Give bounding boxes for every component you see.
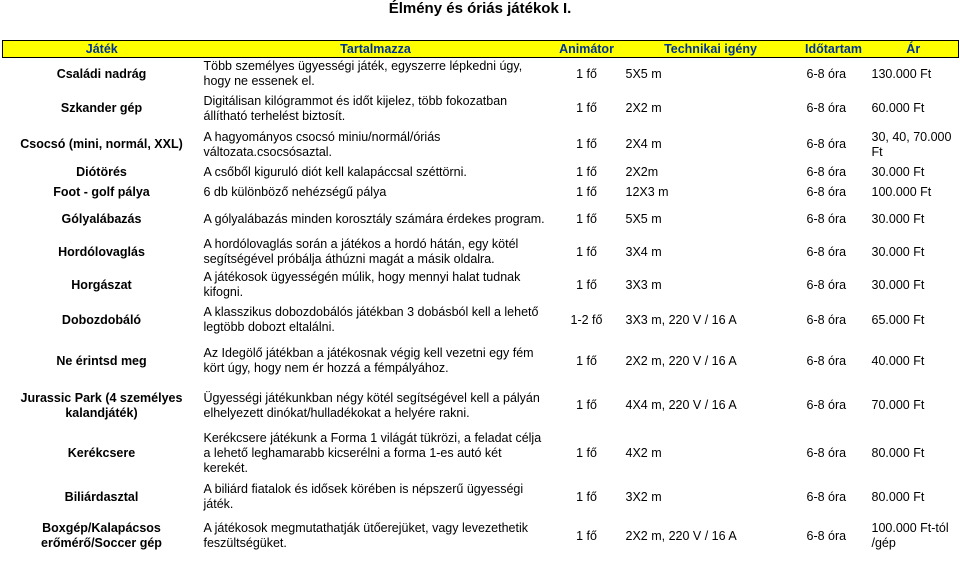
technical-requirement: 2X4 m [625,137,662,151]
table-row [3,127,959,163]
table-row [3,302,959,339]
header-idotartam: Időtartam [799,41,869,58]
duration: 6-8 óra [806,66,847,81]
table-header-row [3,41,959,58]
price: 60.000 Ft [871,101,925,115]
technical-requirement: 4X2 m [625,445,662,460]
price: 80.000 Ft [871,445,925,460]
page-title: Élmény és óriás játékok I. [388,0,572,17]
table-row [3,384,959,428]
game-name: Kerékcsere [67,445,136,460]
animator-count: 1 fő [576,66,597,81]
technical-requirement: 2X2 m, 220 V / 16 A [625,528,737,543]
duration: 6-8 óra [806,277,847,292]
game-name: Ne érintsd meg [56,353,147,368]
price: 30, 40, 70.000 Ft [871,129,952,159]
game-name: Jurassic Park (4 személyes kalandjáték) [20,390,183,420]
animator-count: 1-2 fő [570,312,603,327]
animator-count: 1 fő [576,277,597,292]
table-row [3,479,959,516]
technical-requirement: 4X4 m, 220 V / 16 A [625,398,737,412]
game-description: A klasszikus dobozdobálós játékban 3 dobásból kell a lehető legtöbb dobozt eltalálni. [203,305,539,334]
price: 40.000 Ft [871,353,925,368]
game-description: A biliárd fiatalok és idősek körében is népszerű ügyességi játék. [203,482,524,511]
duration: 6-8 óra [806,185,847,199]
table-row [3,58,959,91]
price: 70.000 Ft [871,398,925,412]
animator-count: 1 fő [576,185,597,199]
price: 30.000 Ft [871,165,925,179]
price-table [2,40,959,557]
technical-requirement: 5X5 m [625,211,662,226]
technical-requirement: 3X3 m [625,277,662,292]
animator-count: 1 fő [576,489,597,504]
technical-requirement: 2X2 m [625,101,662,115]
animator-count: 1 fő [576,528,597,543]
game-name: Hordólovaglás [58,244,145,259]
game-name: Családi nadrág [56,66,147,81]
table-row [3,428,959,479]
duration: 6-8 óra [806,312,847,327]
header-technikai-igeny: Technikai igény [623,41,799,58]
duration: 6-8 óra [806,211,847,226]
game-name: Dobozdobáló [61,312,142,327]
technical-requirement: 3X2 m [625,489,662,504]
game-description: A gólyalábazás minden korosztály számára érdekes program. [203,211,545,226]
game-description: A hordólovaglás során a játékos a hordó hátán, egy kötél segítségével próbálja áthúzni magát a másik oldalra. [203,237,519,266]
game-description: A játékosok ügyességén múlik, hogy mennyi halat tudnak kifogni. [203,270,521,299]
price: 80.000 Ft [871,489,925,504]
price: 65.000 Ft [871,312,925,327]
price: 100.000 Ft-tól /gép [871,521,949,550]
game-description: A játékosok megmutathatják ütőerejüket, vagy levezethetik feszültségüket. [203,521,528,550]
technical-requirement: 3X3 m, 220 V / 16 A [625,312,737,327]
game-description: 6 db különböző nehézségű pálya [203,185,387,199]
animator-count: 1 fő [576,101,597,115]
price: 30.000 Ft [871,244,925,259]
animator-count: 1 fő [576,137,597,151]
price: 30.000 Ft [871,277,925,292]
duration: 6-8 óra [806,165,847,179]
game-name: Diótörés [76,165,127,179]
game-name: Boxgép/Kalapácsos erőmérő/Soccer gép [41,521,162,550]
technical-requirement: 3X4 m [625,244,662,259]
game-description: Az Idegölő játékban a játékosnak végig kell vezetni egy fém kört úgy, hogy nem ér hozzá a fémpályához. [203,346,534,375]
table-row [3,269,959,302]
duration: 6-8 óra [806,137,847,151]
game-name: Szkander gép [60,101,143,115]
table-row [3,236,959,269]
game-name: Gólyalábazás [61,211,142,226]
game-name: Foot - golf pálya [53,185,150,199]
technical-requirement: 5X5 m [625,66,662,81]
price: 100.000 Ft [871,185,932,199]
duration: 6-8 óra [806,101,847,115]
header-animator: Animátor [551,41,623,58]
header-tartalmazza: Tartalmazza [201,41,551,58]
duration: 6-8 óra [806,244,847,259]
animator-count: 1 fő [576,398,597,412]
table-row [3,91,959,127]
animator-count: 1 fő [576,445,597,460]
animator-count: 1 fő [576,244,597,259]
duration: 6-8 óra [806,445,847,460]
game-description: Digitálisan kilógrammot és időt kijelez, több fokozatban állítható terhelést biztosít. [203,93,508,123]
header-jatek: Játék [3,41,201,58]
animator-count: 1 fő [576,353,597,368]
technical-requirement: 12X3 m [625,185,669,199]
game-description: Több személyes ügyességi játék, egyszerre lépkedni úgy, hogy ne essenek el. [203,59,523,89]
duration: 6-8 óra [806,398,847,412]
header-ar: Ár [869,41,959,58]
game-name: Csocsó (mini, normál, XXL) [20,137,183,151]
table-row [3,183,959,203]
duration: 6-8 óra [806,489,847,504]
game-description: Ügyességi játékunkban négy kötél segítségével kell a pályán elhelyezett dinókat/hulladékokat a helyére rakni. [203,390,540,420]
game-description: A hagyományos csocsó miniu/normál/óriás változata.csocsósaztal. [203,129,441,159]
table-row [3,163,959,183]
price: 30.000 Ft [871,211,925,226]
game-name: Biliárdasztal [64,489,139,504]
duration: 6-8 óra [806,528,847,543]
duration: 6-8 óra [806,353,847,368]
table-row [3,516,959,557]
table-row [3,339,959,384]
animator-count: 1 fő [576,211,597,226]
technical-requirement: 2X2 m, 220 V / 16 A [625,353,737,368]
game-name: Horgászat [71,277,132,292]
game-description: A csőből kiguruló diót kell kalapáccsal széttörni. [203,165,467,179]
table-row [3,203,959,236]
game-description: Kerékcsere játékunk a Forma 1 világát tükrözi, a feladat célja a lehető leghamarabb kicserélni a forma 1-es autó két kerekét. [203,430,542,475]
price: 130.000 Ft [871,66,932,81]
technical-requirement: 2X2m [625,165,659,179]
animator-count: 1 fő [576,165,597,179]
